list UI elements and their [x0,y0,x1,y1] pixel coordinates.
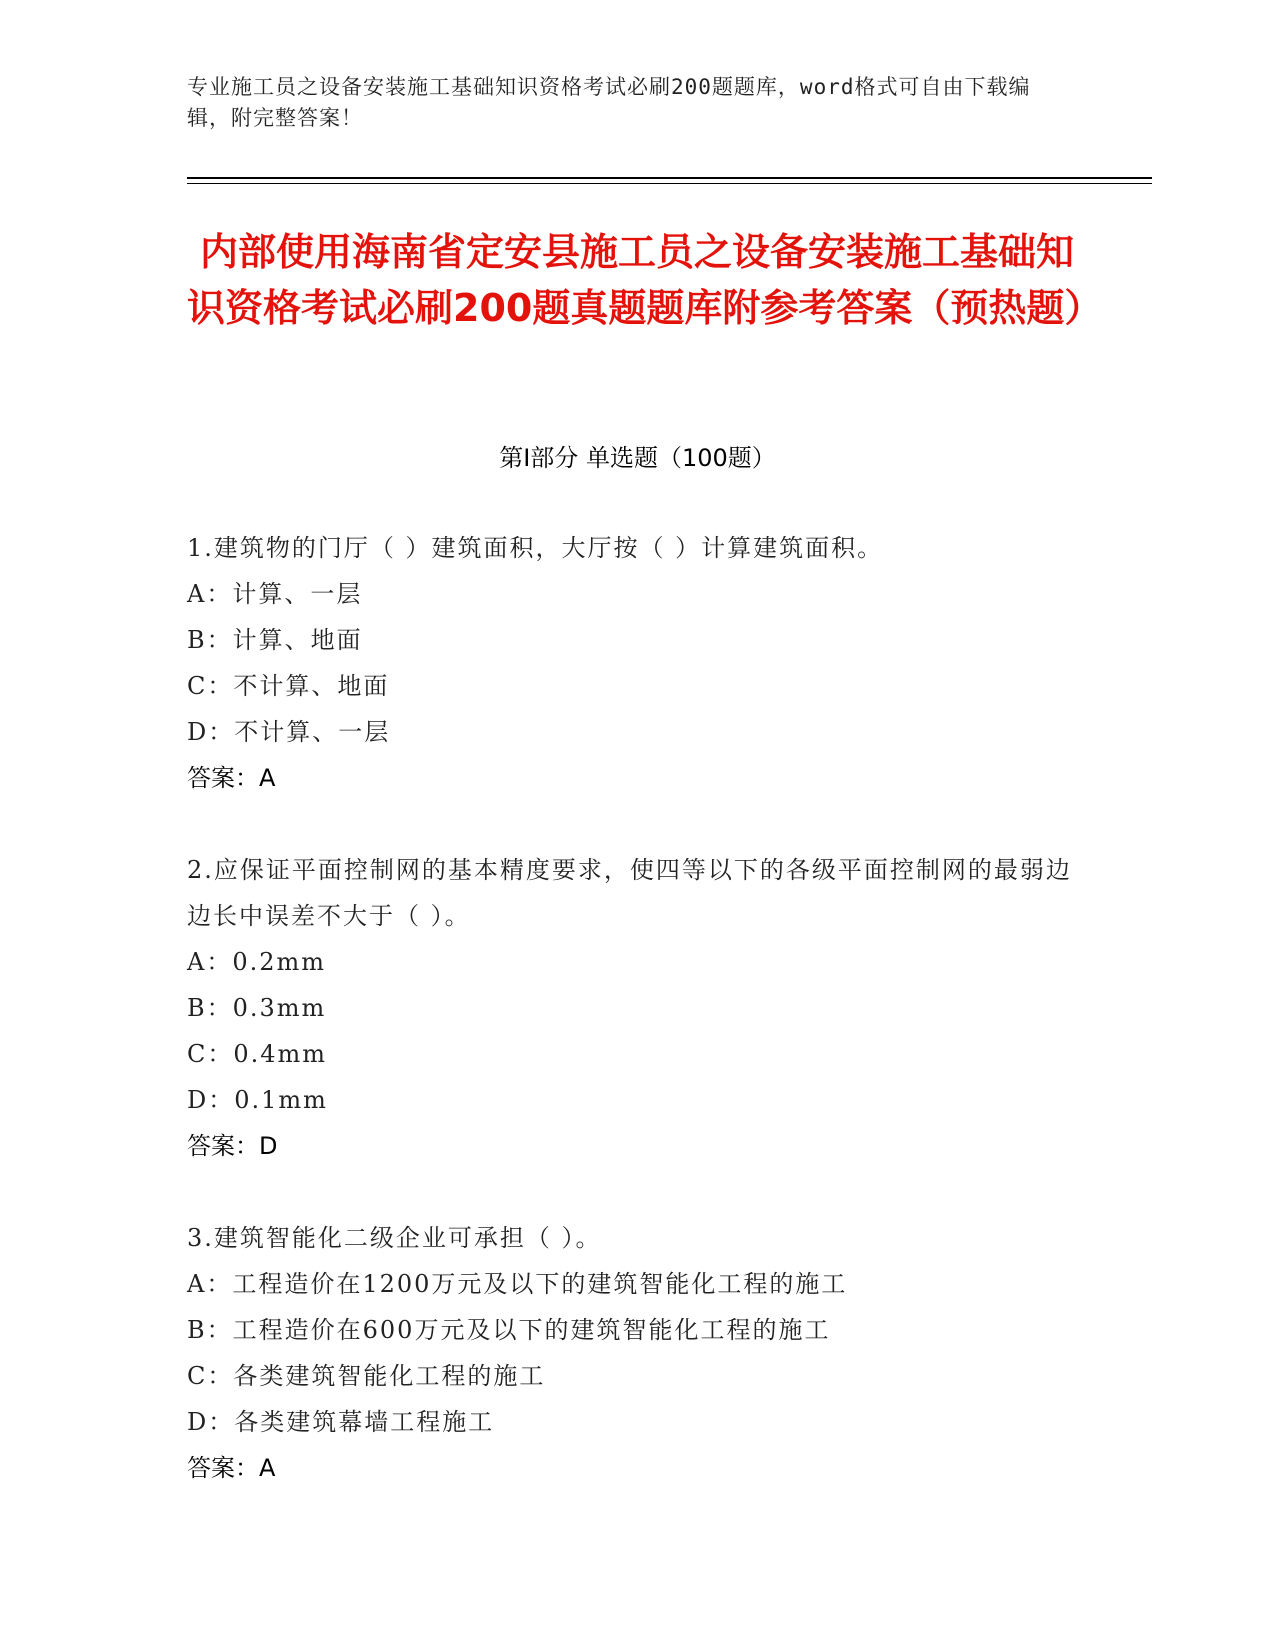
option-a: A：计算、一层 [187,580,363,608]
option-d: D：各类建筑幕墙工程施工 [187,1408,495,1436]
option-c: C：0.4mm [187,1040,328,1068]
option-b: B：计算、地面 [187,626,363,654]
question-1 [187,525,1087,801]
option-d: D：0.1mm [187,1086,328,1114]
header-rule-thin [187,183,1152,184]
answer: 答案：A [187,764,276,792]
question-stem: 2.应保证平面控制网的基本精度要求，使四等以下的各级平面控制网的最弱边边长中误差不大于（ ）。 [187,856,1072,930]
answer: 答案：D [187,1132,278,1160]
question-stem: 3.建筑智能化二级企业可承担（ ）。 [187,1224,602,1252]
option-c: C：各类建筑智能化工程的施工 [187,1362,546,1390]
document-title: 内部使用海南省定安县施工员之设备安装施工基础知识资格考试必刷200题真题题库附参考答案（预热题） [187,230,1103,330]
header-note: 专业施工员之设备安装施工基础知识资格考试必刷200题题库，word格式可自由下载编辑，附完整答案！ [187,75,1031,130]
option-c: C：不计算、地面 [187,672,390,700]
option-b: B：工程造价在600万元及以下的建筑智能化工程的施工 [187,1316,831,1344]
question-3 [187,1215,1087,1491]
header-rule-thick [187,177,1152,179]
option-a: A：0.2mm [187,948,327,976]
answer: 答案：A [187,1454,276,1482]
question-2 [187,847,1087,1169]
option-b: B：0.3mm [187,994,327,1022]
section-heading: 第Ⅰ部分 单选题（100题） [499,444,776,472]
question-list [187,525,1087,1537]
option-d: D：不计算、一层 [187,718,391,746]
option-a: A：工程造价在1200万元及以下的建筑智能化工程的施工 [187,1270,848,1298]
question-stem: 1.建筑物的门厅（ ）建筑面积，大厅按（ ）计算建筑面积。 [187,534,884,562]
